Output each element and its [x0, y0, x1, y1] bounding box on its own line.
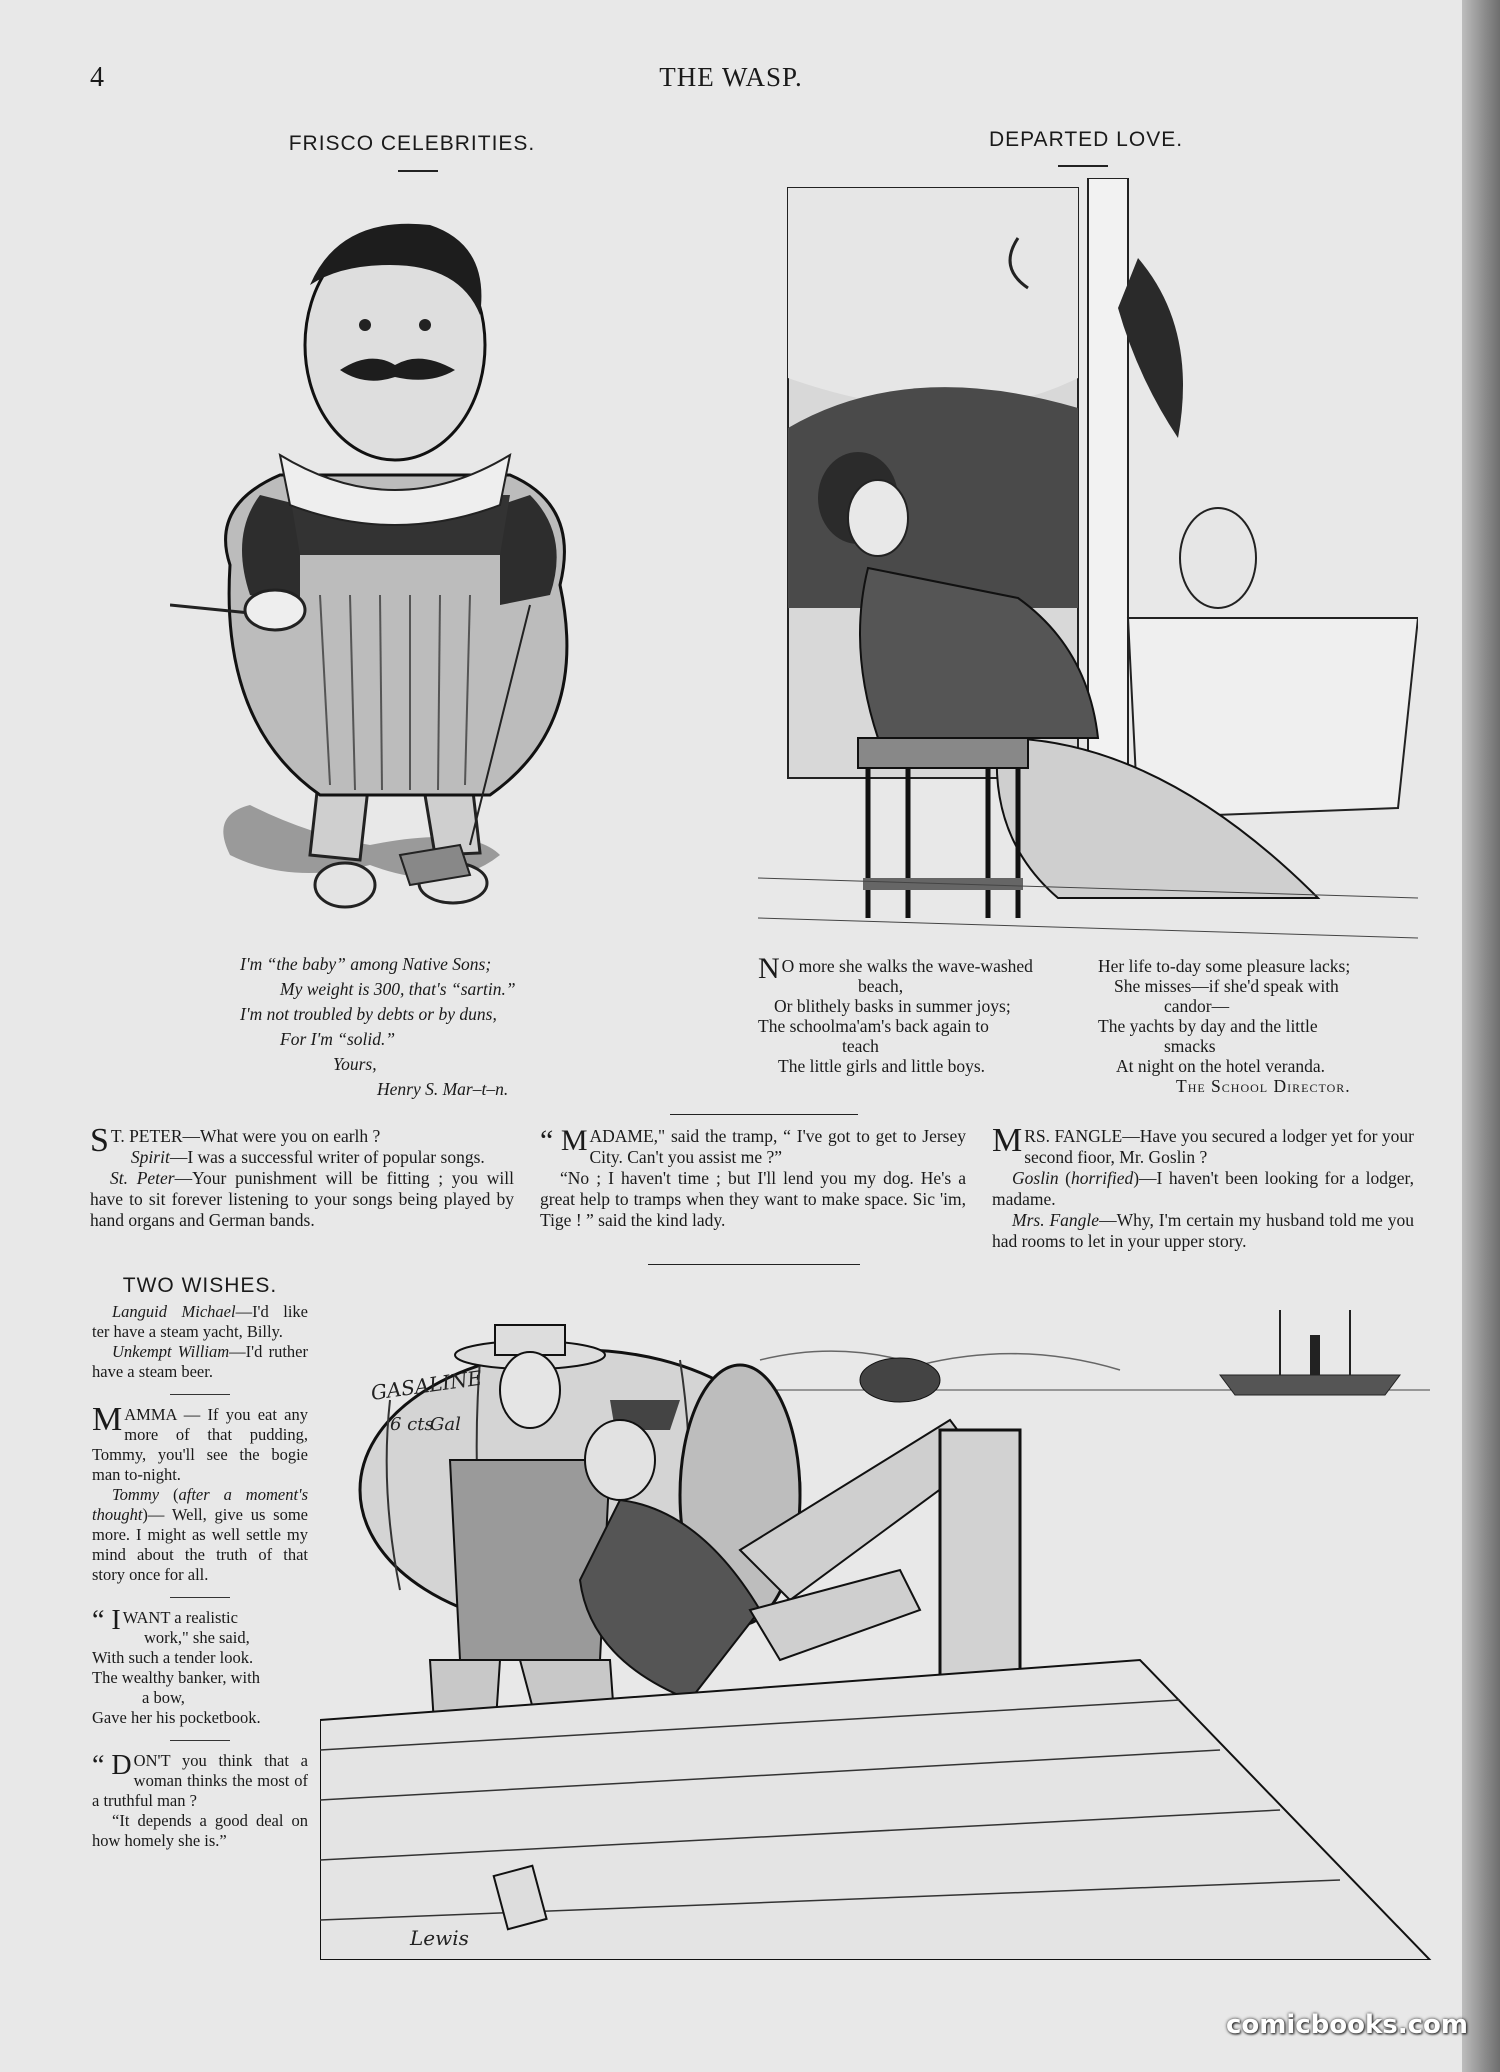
joke-text: —Your punishment will be fitting ; you will have to sit forever listening to your songs being played by hand organs and German bands.	[90, 1168, 514, 1230]
drop-cap: “ I	[92, 1605, 121, 1636]
left-sleeve	[242, 495, 300, 605]
page-number: 4	[90, 62, 104, 93]
divider	[170, 1740, 230, 1741]
chair-legs	[868, 768, 1018, 918]
poem-line: She misses—if she'd speak with	[1114, 976, 1339, 996]
truthful-man-joke	[92, 1751, 308, 1851]
joke-text: —What were you on earlh ?	[182, 1126, 381, 1146]
speaker-label: Unkempt William	[112, 1342, 230, 1361]
madame-joke	[540, 1126, 966, 1231]
poem-line: Gave her his pocketbook.	[92, 1708, 261, 1727]
caricature-illustration	[170, 205, 670, 935]
artist-signature: Lewis	[410, 1926, 469, 1950]
departed-title: DEPARTED LOVE.	[988, 128, 1184, 151]
frisco-verse	[240, 952, 590, 1102]
left-eye	[359, 319, 371, 331]
poem-line: WANT a realistic	[122, 1608, 238, 1627]
drop-cap: “ D	[92, 1750, 132, 1781]
poem-line: smacks	[1164, 1036, 1216, 1056]
frisco-title-rule	[398, 170, 438, 172]
section-rule-bottom	[648, 1264, 860, 1265]
tramp2-face	[585, 1420, 655, 1500]
masthead: THE WASP.	[659, 62, 803, 92]
poem-line: Her life to-day some pleasure lacks;	[1098, 956, 1351, 976]
speaker-label: Spirit	[130, 1147, 170, 1167]
shoe	[860, 1358, 940, 1402]
fangle-joke: MRS. FANGLE—Have you secured a lodger yet for your second fioor, Mr. Goslin ? Goslin (horrified)—I haven't been looking for a lodger, madame. Mrs. Fangle—Why, I'm certain my husband told me you had rooms to let in your upper story.	[992, 1122, 1414, 1251]
joke-text: ON'T you think that a woman thinks the most of a truthful man ?	[92, 1751, 308, 1810]
verse-line: Yours,	[333, 1054, 377, 1074]
drop-cap: M	[92, 1401, 123, 1438]
joke-text: “It depends a good deal on how homely she is.”	[92, 1811, 308, 1850]
tramp1-coat	[450, 1460, 610, 1660]
speaker-label: Tommy	[112, 1485, 160, 1504]
steamship	[1220, 1375, 1400, 1395]
joke-text: —I'd like ter have a steam yacht, Billy.	[92, 1302, 308, 1341]
drop-cap: “ M	[540, 1124, 588, 1157]
stage-direction: horrified	[1070, 1168, 1134, 1188]
poem-signature: The School Director.	[1176, 1076, 1351, 1096]
joke-text: — Well, give us some more. I might as well settle my mind about the truth of that story once for all.	[92, 1505, 308, 1584]
drop-cap: M	[992, 1122, 1023, 1159]
joke-text: —I haven't been looking for a lodger, madame.	[992, 1168, 1414, 1209]
verse-line: My weight is 300, that's “sartin.”	[280, 979, 516, 999]
verse-line: I'm not troubled by debts or by duns,	[240, 1004, 497, 1024]
poem-line: The wealthy banker, with	[92, 1668, 260, 1687]
departed-title-rule	[1058, 165, 1108, 167]
verse-line: I'm “the baby” among Native Sons;	[240, 954, 492, 974]
poem-line: With such a tender look.	[92, 1648, 254, 1667]
hills	[760, 1351, 1120, 1370]
rattle	[245, 590, 305, 630]
joke-text: AMMA — If you eat any more of that pudding, Tommy, you'll see the bogie man to-night.	[92, 1405, 308, 1484]
page-edge	[1462, 0, 1500, 2072]
poem-line: The schoolma'am's back again to	[758, 1016, 989, 1036]
poem-line: beach,	[858, 976, 904, 996]
joke-text: —Why, I'm certain my husband told me you had rooms to let in your upper story.	[992, 1210, 1414, 1251]
section-rule-top	[670, 1114, 858, 1115]
watermark: comicbooks.com	[1225, 2010, 1468, 2040]
poem-line: teach	[842, 1036, 879, 1056]
drop-cap: N	[758, 952, 780, 985]
divider	[170, 1394, 230, 1395]
chair-seat	[858, 738, 1028, 768]
right-eye	[419, 319, 431, 331]
joke-text: —I was a successful writer of popular songs.	[169, 1147, 485, 1167]
verse-signature: Henry S. Mar–t–n.	[377, 1079, 509, 1099]
departed-right-stanza	[1098, 956, 1418, 1096]
speaker-label: Mrs. Fangle	[1012, 1210, 1100, 1230]
joke-lead: T. PETER	[110, 1126, 183, 1146]
poem-line: candor—	[1164, 996, 1230, 1016]
speaker-label: Languid Michael	[112, 1302, 236, 1321]
departed-left-stanza	[758, 952, 1078, 1076]
drop-cap: S	[90, 1122, 109, 1159]
two-wishes-joke	[92, 1302, 308, 1382]
sky	[788, 188, 1078, 408]
st-peter-joke	[90, 1122, 514, 1231]
joke-text: ADAME," said the tramp, “ I've got to get to Jersey City. Can't you assist me ?”	[589, 1126, 966, 1167]
face	[848, 480, 908, 556]
tramps-cartoon	[320, 1280, 1440, 1960]
left-narrow-column	[92, 1274, 308, 1851]
poem-line: The little girls and little boys.	[778, 1056, 986, 1076]
stage-direction: after a moment's thought	[92, 1485, 308, 1524]
joke-text: RS. FANGLE—Have you secured a lodger yet for your second fioor, Mr. Goslin ?	[1024, 1126, 1414, 1167]
frisco-title: FRISCO CELEBRITIES.	[288, 132, 536, 155]
joke-text: —I'd ruther have a steam beer.	[92, 1342, 308, 1381]
poem-line: The yachts by day and the little	[1098, 1016, 1318, 1036]
poem-line: work," she said,	[144, 1628, 250, 1647]
mamma-joke: MAMMA — If you eat any more of that pudding, Tommy, you'll see the bogie man to-night. Tommy (after a moment's thought)— Well, give us some more. I might as well settle my mind about the truth of that story once for all.	[92, 1401, 308, 1584]
dock-piling	[940, 1430, 1020, 1700]
two-wishes-title: TWO WISHES.	[122, 1274, 278, 1297]
tramp1-face	[500, 1352, 560, 1428]
barrel-label: Gal	[430, 1414, 461, 1435]
speaker-label: St. Peter	[110, 1168, 175, 1188]
verse-line: For I'm “solid.”	[280, 1029, 396, 1049]
joke-text: “No ; I haven't time ; but I'll lend you my dog. He's a great help to tramps when they want to make space. Sic 'im, Tige ! ” said the kind lady.	[540, 1168, 966, 1230]
barrel-label: GASALINE	[369, 1365, 484, 1405]
vase	[1180, 508, 1256, 608]
barrel-label: 6 cts	[390, 1414, 434, 1435]
poem-line: a bow,	[142, 1688, 185, 1707]
woman-chair-illustration	[758, 178, 1418, 948]
left-shoe	[315, 863, 375, 907]
poem-line: Or blithely basks in summer joys;	[774, 996, 1011, 1016]
realistic-joke	[92, 1605, 308, 1728]
speaker-label: Goslin	[1012, 1168, 1059, 1188]
divider	[170, 1597, 230, 1598]
poem-line: O more she walks the wave-washed	[781, 956, 1033, 976]
poem-line: At night on the hotel veranda.	[1116, 1056, 1325, 1076]
